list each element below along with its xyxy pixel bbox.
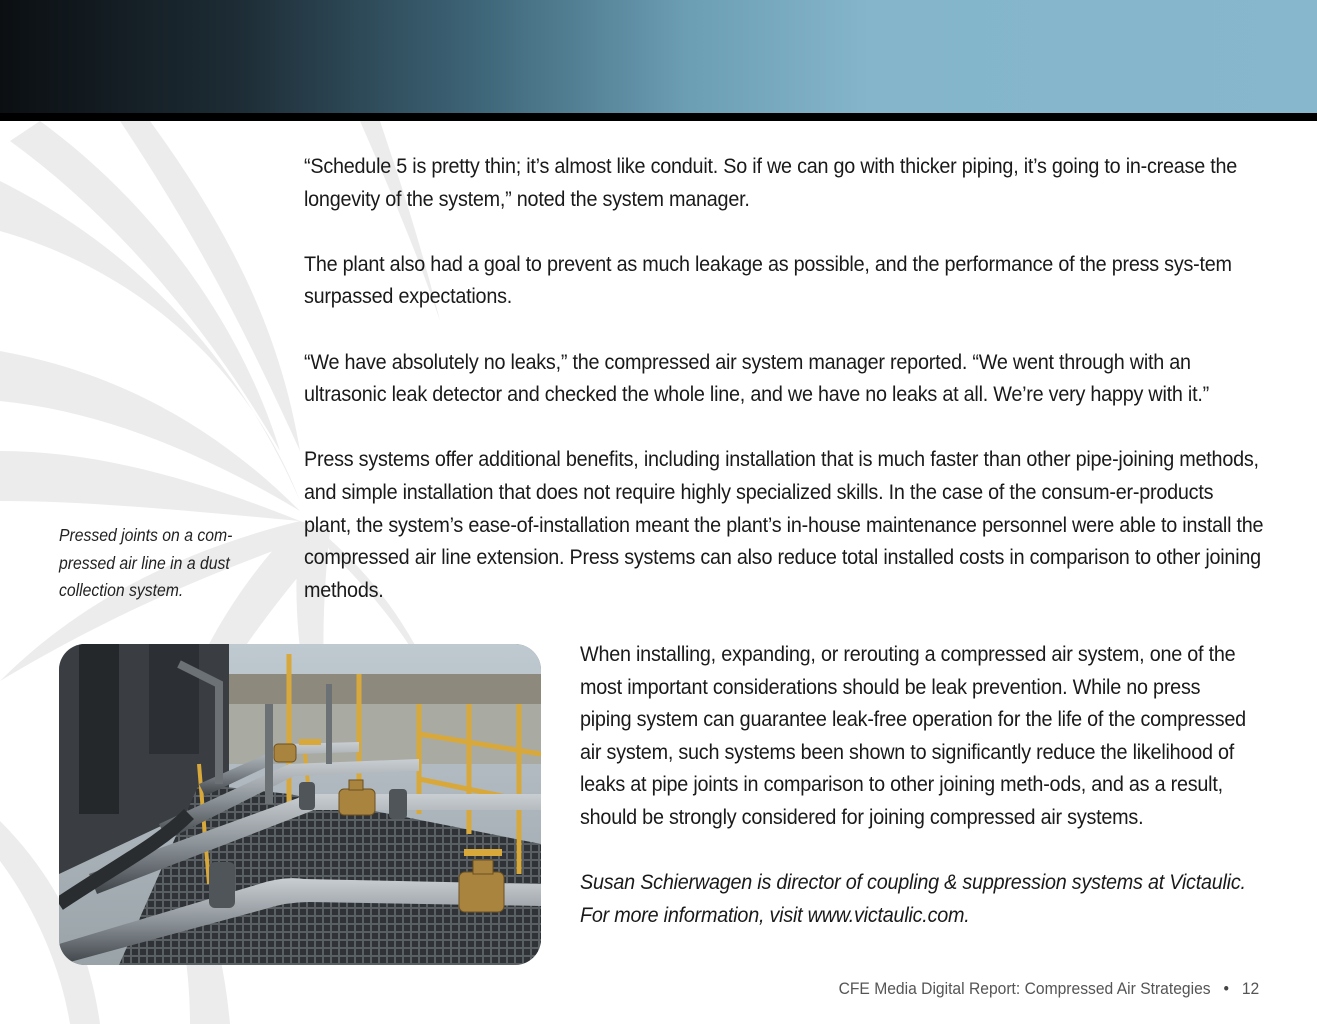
closing-column: [580, 638, 1246, 931]
body-paragraph: The plant also had a goal to prevent as much leakage as possible, and the performance of the press sys-tem surpassed expectations.: [304, 251, 1232, 309]
header-gradient-band: [0, 0, 1317, 114]
page-footer: [838, 979, 1259, 999]
body-paragraph: “Schedule 5 is pretty thin; it’s almost like conduit. So if we can go with thicker piping, it’s going to in-crease the longevity of the system,” noted the system manager.: [304, 154, 1238, 211]
header-rule: [0, 113, 1317, 121]
photo-caption: Pressed joints on a com-pressed air line in a dust collection system.: [59, 525, 233, 600]
body-paragraph: “We have absolutely no leaks,” the compressed air system manager reported. “We went through with an ultrasonic leak detector and checked the whole line, and we have no leaks at all. We’re very happy with it.”: [304, 349, 1209, 407]
closing-paragraph: When installing, expanding, or rerouting a compressed air system, one of the most important considerations should be leak prevention. While no press piping system can guarantee leak-free operation for the life of the compressed air system, such systems been shown to significantly reduce the likelihood of leaks at pipe joints in comparison to other joining meth-ods, and as a result, should be strongly considered for joining compressed air systems.: [580, 642, 1246, 829]
pressed-joints-photo: [59, 644, 541, 965]
page-number: 12: [1241, 979, 1259, 998]
author-bio: Susan Schierwagen is director of coupling & suppression systems at Victaulic. For more information, visit www.victaulic.com.: [580, 870, 1246, 927]
article-body: [304, 150, 1264, 639]
footer-publication: CFE Media Digital Report: Compressed Air Strategies: [838, 979, 1211, 998]
footer-separator: •: [1223, 979, 1229, 998]
body-paragraph: Press systems offer additional benefits, including installation that is much faster than other pipe-joining methods, and simple installation that does not require highly specialized skills. In the case of the consum-er-products plant, the system’s ease-of-installation meant the plant’s in-house maintenance personnel were able to install the compressed air line extension. Press systems can also reduce total installed costs in comparison to other joining methods.: [304, 447, 1264, 602]
